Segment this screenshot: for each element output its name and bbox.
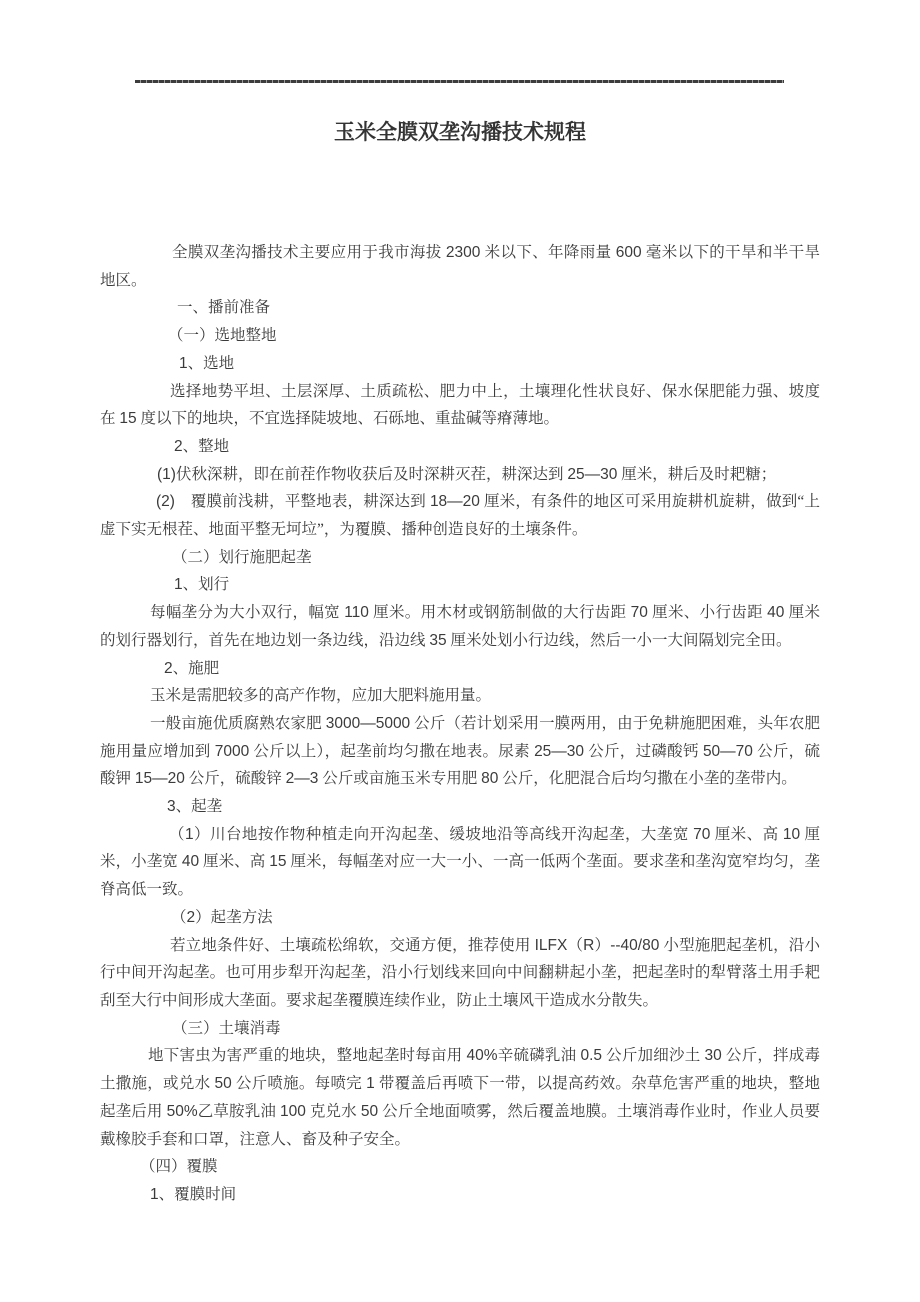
heading: 3、起垄 [167,798,223,816]
latin-run: 2—3 [285,770,319,788]
latin-run: 50 [360,1102,379,1120]
latin-run: 3 [167,798,176,816]
paragraph: (2) 覆膜前浅耕，平整地表，耕深达到 18—20 厘米，有条件的地区可采用旋耕机旋耕，做到“上虚下实无根茬、地面平整无坷垃”，为覆膜、播种创造良好的土壤条件。 [100,493,820,539]
latin-run: 3000—5000 [325,714,411,732]
paragraph: 每幅垄分为大小双行，幅宽 110 厘米。用木材或钢筋制做的大行齿距 70 厘米、小行齿距 40 厘米的划行器划行，首先在地边划一条边线，沿边线 35 厘米处划小行边线，然后一小一大间隔划完全田。 [100,604,820,649]
latin-run: (1) [157,465,176,483]
latin-run: 7000 [214,742,250,760]
heading: 1、划行 [174,576,230,594]
latin-run: 1 [184,825,194,843]
latin-run: 70 [693,825,711,843]
paragraph: 地下害虫为害严重的地块，整地起垄时每亩用 40%辛硫磷乳油 0.5 公斤加细沙土 30 公斤，拌成毒土撒施，或兑水 50 公斤喷施。每喷完 1 带覆盖后再喷下一带，以提高药效。杂草危害严重的地块，整地起垄后用 50%乙草胺乳油 100 克兑水 50 公斤全地面喷雾，然后覆盖地膜。土壤消毒作业时，作业人员要戴橡胶手套和口罩，注意人、畜及种子安全。 [100,1047,820,1148]
heading: （四）覆膜 [140,1158,218,1176]
latin-run: 600 [615,244,642,261]
heading: 1、覆膜时间 [150,1185,237,1203]
latin-run: (2) [156,493,175,511]
latin-run: 110 [344,604,369,622]
latin-run: 2300 [445,244,481,261]
latin-run: 1 [366,1075,375,1093]
top-rule [135,80,784,83]
paragraph: 一般亩施优质腐熟农家肥 3000—5000 公斤（若计划采用一膜两用，由于免耕施肥困难，头年农肥施用量应增加到 7000 公斤以上），起垄前均匀撒在地表。尿素 25—30 公斤，过磷酸钙 50—70 公斤，硫酸钾 15—20 公斤，硫酸锌 2—3 公斤或亩施玉米专用肥 80 公斤，化肥混合后均匀撒在小垄的垄带内。 [100,714,820,788]
latin-run: 15 [119,410,137,428]
paragraph: 全膜双垄沟播技术主要应用于我市海拔 2300 米以下、年降雨量 600 毫米以下的干旱和半干旱地区。 [100,244,820,289]
latin-run: 40% [466,1047,498,1065]
latin-run: 70 [630,604,648,622]
latin-run: 40 [181,853,200,871]
latin-run: 1 [179,354,188,372]
latin-run: 10 [782,825,801,843]
paragraph: （1）川台地按作物种植走向开沟起垄、缓坡地沿等高线开沟起垄，大垄宽 70 厘米、高 10 厘米，小垄宽 40 厘米、高 15 厘米，每幅垄对应一大一小、一高一低两个垄面。要求垄和垄沟宽窄均匀，垄脊高低一致。 [100,825,820,899]
latin-run: 50—70 [702,742,753,760]
latin-run: 18—20 [429,493,480,511]
latin-run: 35 [429,631,447,649]
latin-run: 100 [280,1102,306,1120]
document-body [100,239,820,1209]
latin-run: 50% [166,1102,198,1120]
latin-run: --40/80 [610,936,660,954]
latin-run: 2 [174,437,183,455]
latin-run: 1 [174,576,183,594]
latin-run: 40 [767,604,785,622]
latin-run: R [583,936,595,954]
latin-run: 0.5 [580,1047,603,1065]
latin-run: ILFX [534,936,568,954]
heading: 1、选地 [179,354,235,372]
heading: （一）选地整地 [168,327,277,345]
latin-run: 30 [704,1047,722,1065]
heading: 一、播前准备 [177,299,271,317]
latin-run: 15 [269,853,287,871]
latin-run: 1 [150,1185,159,1203]
latin-run: 2 [164,659,173,677]
latin-run: 25—30 [567,465,618,483]
heading: （2）起垄方法 [171,908,273,926]
paragraph: 玉米是需肥较多的高产作物，应加大肥料施用量。 [150,687,492,705]
paragraph: 选择地势平坦、土层深厚、土质疏松、肥力中上，土壤理化性状良好、保水保肥能力强、坡度在 15 度以下的地块，不宜选择陡坡地、石砾地、重盐碱等瘠薄地。 [100,382,820,428]
heading: 2、整地 [174,437,230,455]
heading: （二）划行施肥起垄 [172,548,312,566]
latin-run: 80 [481,770,499,788]
latin-run: 25—30 [534,742,585,760]
latin-run: 15—20 [134,770,185,788]
paragraph: 若立地条件好、土壤疏松绵软，交通方便，推荐使用 ILFX（R）--40/80 小型施肥起垄机，沿小行中间开沟起垄。也可用步犁开沟起垄，沿小行划线来回向中间翻耕起小垄，把起垄时的犁臂落土用手耙刮至大行中间形成大垄面。要求起垄覆膜连续作业，防止土壤风干造成水分散失。 [100,936,820,1009]
document-title: 玉米全膜双垄沟播技术规程 [334,120,586,144]
paragraph: (1)伏秋深耕，即在前茬作物收获后及时深耕灭茬，耕深达到 25—30 厘米，耕后及时耙糖； [157,465,777,483]
latin-run: 2 [186,908,196,926]
latin-run: 50 [214,1075,232,1093]
heading: 2、施肥 [164,659,220,677]
heading: （三）土壤消毒 [172,1019,281,1037]
